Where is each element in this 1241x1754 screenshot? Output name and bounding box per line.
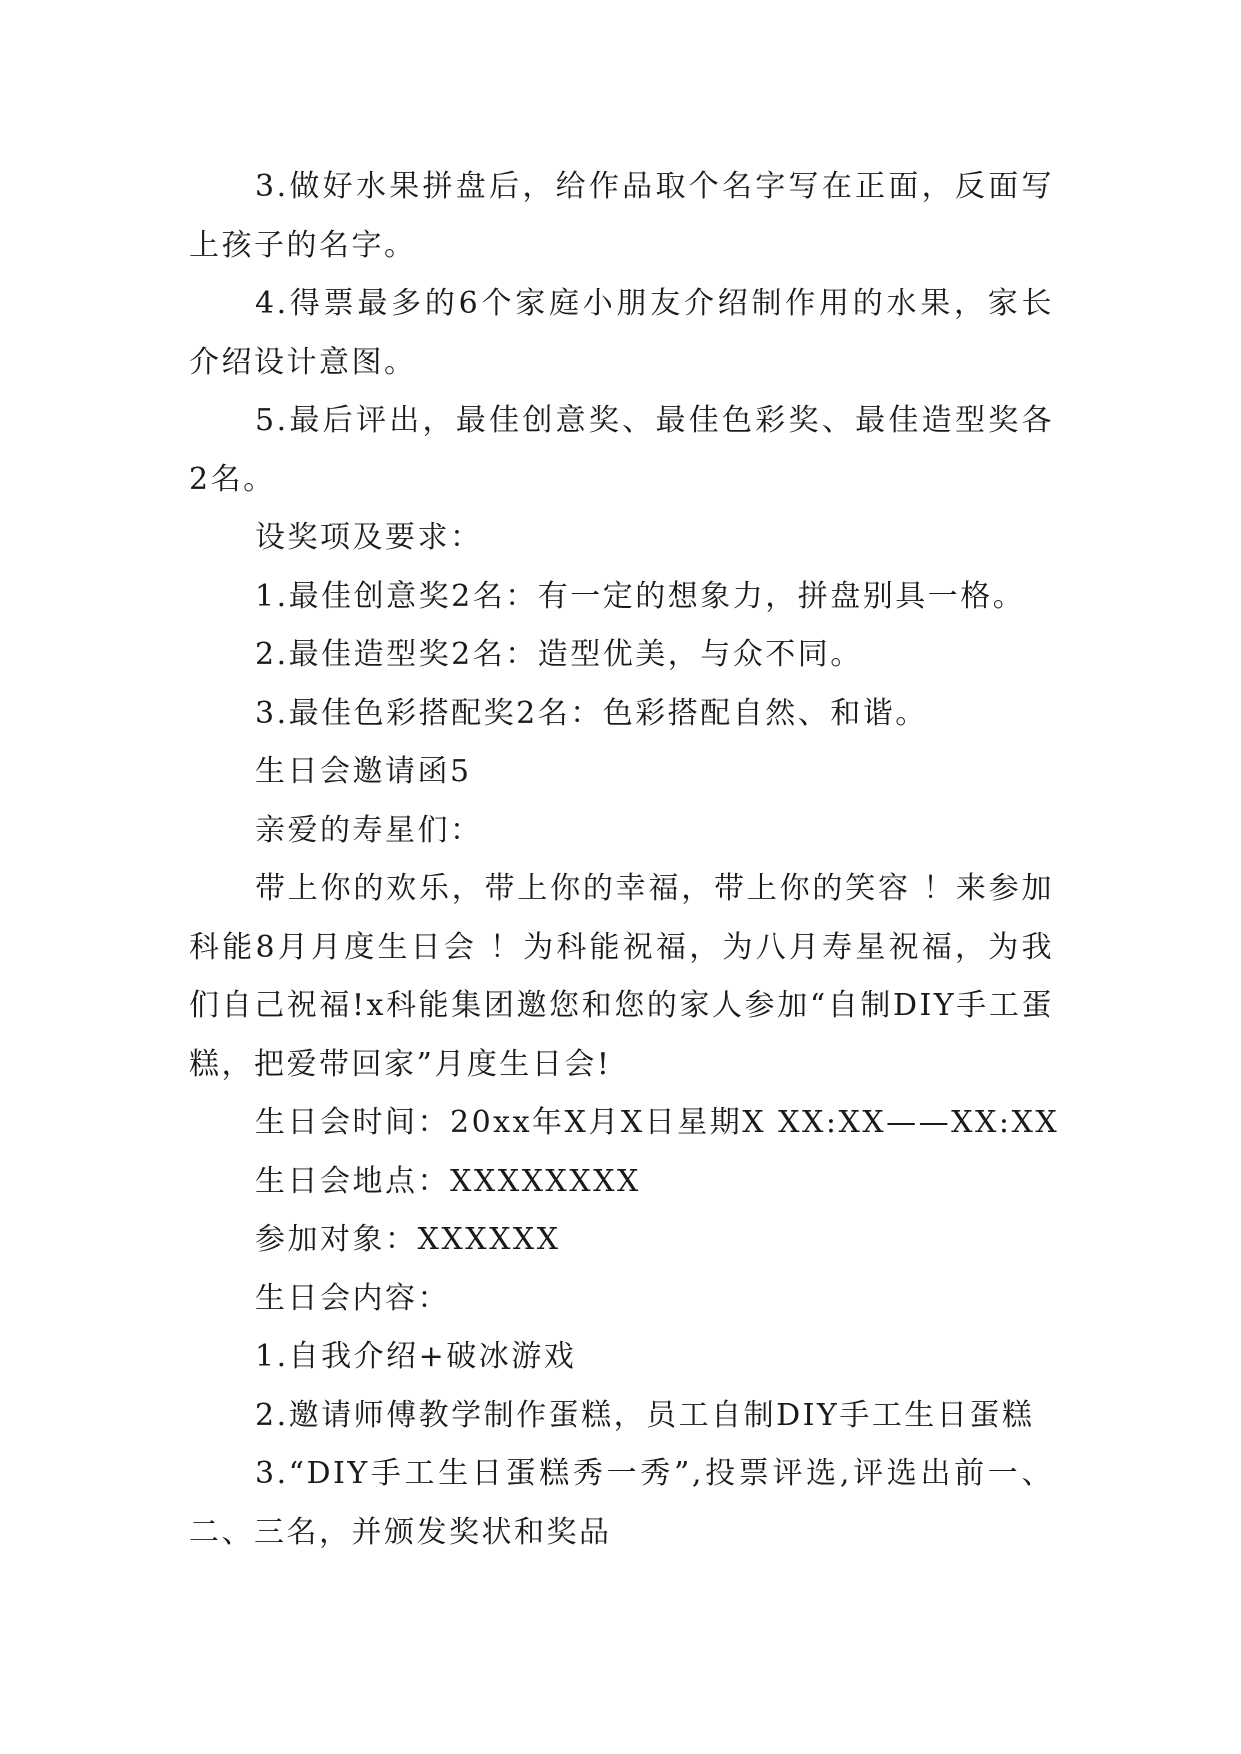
list-item-creative-award: 1.最佳创意奖2名：有一定的想象力，拼盘别具一格。 [255,578,1026,614]
paragraph-fruit-plate-naming: 3.做好水果拼盘后，给作品取个名字写在正面，反面写上孩子的名字。 [189,169,1054,263]
heading-award-requirements: 设奖项及要求： [255,520,483,555]
list-item-shape-award: 2.最佳造型奖2名：造型优美，与众不同。 [255,637,863,672]
salutation: 亲爱的寿星们： [255,812,483,848]
paragraph-final-awards: 5.最后评出，最佳创意奖、最佳色彩奖、最佳造型奖各2名。 [189,403,1054,497]
event-location: 生日会地点：XXXXXXXX [255,1163,641,1199]
document-body [189,158,1060,1562]
event-participants: 参加对象：XXXXXX [255,1222,561,1257]
list-item-color-award: 3.最佳色彩搭配奖2名：色彩搭配自然、和谐。 [255,695,928,731]
list-item-cake-making: 2.邀请师傅教学制作蛋糕，员工自制DIY手工生日蛋糕 [255,1397,1035,1433]
event-time: 生日会时间：20xx年X月X日星期X XX:XX——XX:XX [255,1105,1060,1140]
list-item-icebreaker: 1.自我介绍+破冰游戏 [255,1339,577,1374]
paragraph-invitation-body: 带上你的欢乐，带上你的幸福，带上你的笑容 ！来参加科能8月月度生日会 ！为科能祝福，为八月寿星祝福，为我们自己祝福!x科能集团邀您和您的家人参加“自制DIY手工蛋糕，把爱带回家”月度生日会! [189,871,1054,1082]
section-title-invitation: 生日会邀请函5 [255,754,472,789]
heading-event-content: 生日会内容： [255,1280,450,1316]
list-item-cake-show-voting: 3.“DIY手工生日蛋糕秀一秀”,投票评选,评选出前一、二、三名，并颁发奖状和奖品 [189,1456,1054,1550]
paragraph-top-six-families: 4.得票最多的6个家庭小朋友介绍制作用的水果，家长介绍设计意图。 [189,286,1054,380]
